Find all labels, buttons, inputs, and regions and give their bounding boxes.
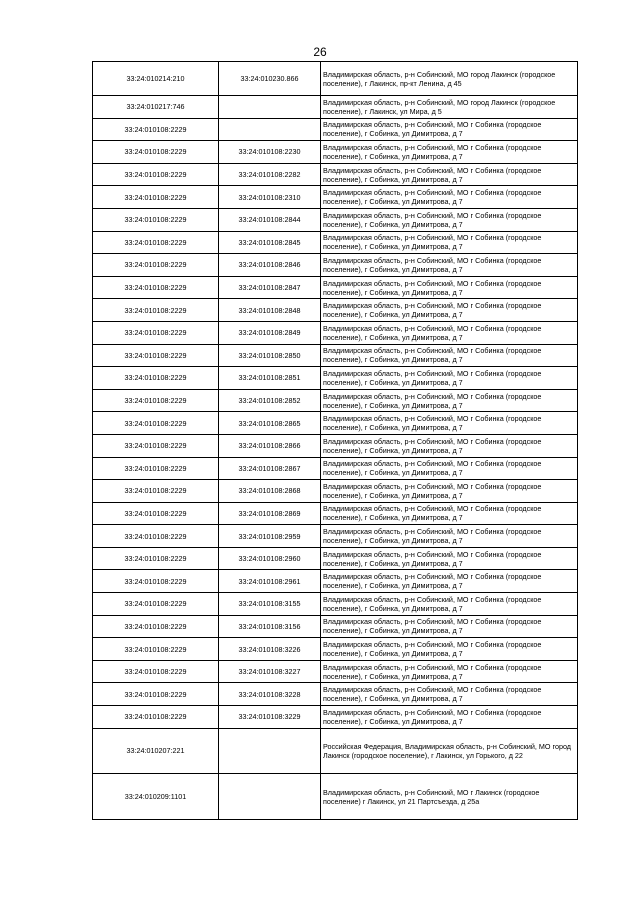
related-number-cell: 33:24:010108:2869 xyxy=(219,502,321,525)
table-row xyxy=(93,434,578,457)
table-row xyxy=(93,163,578,186)
related-number-cell xyxy=(219,118,321,141)
cadastral-number-cell: 33:24:010108:2229 xyxy=(93,480,219,503)
table-row xyxy=(93,299,578,322)
cadastral-number-cell: 33:24:010108:2229 xyxy=(93,276,219,299)
address-cell: Владимирская область, р-н Собинский, МО город Лакинск (городское поселение), г Лакинск, ул Мира, д 5 xyxy=(321,96,578,119)
cadastral-number-cell: 33:24:010108:2229 xyxy=(93,683,219,706)
table-row xyxy=(93,774,578,820)
address-cell: Владимирская область, р-н Собинский, МО г Собинка (городское поселение), г Собинка, ул Димитрова, д 7 xyxy=(321,502,578,525)
address-cell: Российская Федерация, Владимирская область, р-н Собинский, МО город Лакинск (городское поселение), г Лакинск, ул Горького, д 22 xyxy=(321,728,578,774)
related-number-cell: 33:24:010108:2959 xyxy=(219,525,321,548)
address-cell: Владимирская область, р-н Собинский, МО г Собинка (городское поселение), г Собинка, ул Димитрова, д 7 xyxy=(321,457,578,480)
table-row xyxy=(93,208,578,231)
related-number-cell: 33:24:010108:3155 xyxy=(219,593,321,616)
address-cell: Владимирская область, р-н Собинский, МО г Собинка (городское поселение), г Собинка, ул Димитрова, д 7 xyxy=(321,231,578,254)
address-cell: Владимирская область, р-н Собинский, МО г Собинка (городское поселение), г Собинка, ул Димитрова, д 7 xyxy=(321,344,578,367)
table-row xyxy=(93,276,578,299)
related-number-cell: 33:24:010108:2867 xyxy=(219,457,321,480)
address-cell: Владимирская область, р-н Собинский, МО г Собинка (городское поселение), г Собинка, ул Димитрова, д 7 xyxy=(321,593,578,616)
table-row xyxy=(93,593,578,616)
table-row xyxy=(93,570,578,593)
related-number-cell: 33:24:010108:3227 xyxy=(219,660,321,683)
address-cell: Владимирская область, р-н Собинский, МО г Собинка (городское поселение), г Собинка, ул Димитрова, д 7 xyxy=(321,276,578,299)
table-row xyxy=(93,254,578,277)
address-cell: Владимирская область, р-н Собинский, МО г Собинка (городское поселение), г Собинка, ул Димитрова, д 7 xyxy=(321,321,578,344)
table-row xyxy=(93,502,578,525)
cadastral-number-cell: 33:24:010207:221 xyxy=(93,728,219,774)
cadastral-number-cell: 33:24:010108:2229 xyxy=(93,547,219,570)
table-row xyxy=(93,344,578,367)
related-number-cell: 33:24:010108:2230 xyxy=(219,141,321,164)
related-number-cell xyxy=(219,96,321,119)
cadastral-number-cell: 33:24:010108:2229 xyxy=(93,412,219,435)
table-row xyxy=(93,62,578,96)
related-number-cell: 33:24:010108:2282 xyxy=(219,163,321,186)
related-number-cell: 33:24:010108:2866 xyxy=(219,434,321,457)
address-cell: Владимирская область, р-н Собинский, МО г Собинка (городское поселение), г Собинка, ул Димитрова, д 7 xyxy=(321,389,578,412)
cadastral-number-cell: 33:24:010108:2229 xyxy=(93,163,219,186)
related-number-cell: 33:24:010108:2852 xyxy=(219,389,321,412)
related-number-cell: 33:24:010108:2960 xyxy=(219,547,321,570)
table-row xyxy=(93,547,578,570)
cadastral-number-cell: 33:24:010108:2229 xyxy=(93,231,219,254)
address-cell: Владимирская область, р-н Собинский, МО г Собинка (городское поселение), г Собинка, ул Димитрова, д 7 xyxy=(321,683,578,706)
related-number-cell: 33:24:010108:2845 xyxy=(219,231,321,254)
related-number-cell: 33:24:010230.866 xyxy=(219,62,321,96)
address-cell: Владимирская область, р-н Собинский, МО г Собинка (городское поселение), г Собинка, ул Димитрова, д 7 xyxy=(321,434,578,457)
address-cell: Владимирская область, р-н Собинский, МО г Собинка (городское поселение), г Собинка, ул Димитрова, д 7 xyxy=(321,141,578,164)
related-number-cell: 33:24:010108:2850 xyxy=(219,344,321,367)
cadastral-number-cell: 33:24:010108:2229 xyxy=(93,457,219,480)
cadastral-number-cell: 33:24:010108:2229 xyxy=(93,254,219,277)
address-cell: Владимирская область, р-н Собинский, МО г Собинка (городское поселение), г Собинка, ул Димитрова, д 7 xyxy=(321,570,578,593)
related-number-cell: 33:24:010108:2844 xyxy=(219,208,321,231)
cadastral-number-cell: 33:24:010108:2229 xyxy=(93,367,219,390)
cadastral-number-cell: 33:24:010108:2229 xyxy=(93,525,219,548)
cadastral-number-cell: 33:24:010108:2229 xyxy=(93,570,219,593)
table-row xyxy=(93,412,578,435)
address-cell: Владимирская область, р-н Собинский, МО г Собинка (городское поселение), г Собинка, ул Димитрова, д 7 xyxy=(321,660,578,683)
table-row xyxy=(93,638,578,661)
table-row xyxy=(93,525,578,548)
related-number-cell xyxy=(219,774,321,820)
address-cell: Владимирская область, р-н Собинский, МО г Собинка (городское поселение), г Собинка, ул Димитрова, д 7 xyxy=(321,186,578,209)
table-row xyxy=(93,367,578,390)
table-body xyxy=(93,62,578,820)
related-number-cell: 33:24:010108:2961 xyxy=(219,570,321,593)
related-number-cell xyxy=(219,728,321,774)
related-number-cell: 33:24:010108:2846 xyxy=(219,254,321,277)
address-cell: Владимирская область, р-н Собинский, МО г Собинка (городское поселение), г Собинка, ул Димитрова, д 7 xyxy=(321,638,578,661)
related-number-cell: 33:24:010108:2848 xyxy=(219,299,321,322)
address-cell: Владимирская область, р-н Собинский, МО г Собинка (городское поселение), г Собинка, ул Димитрова, д 7 xyxy=(321,412,578,435)
table-row xyxy=(93,96,578,119)
cadastral-number-cell: 33:24:010108:2229 xyxy=(93,593,219,616)
table-row xyxy=(93,186,578,209)
address-cell: Владимирская область, р-н Собинский, МО г Собинка (городское поселение), г Собинка, ул Димитрова, д 7 xyxy=(321,615,578,638)
related-number-cell: 33:24:010108:3226 xyxy=(219,638,321,661)
related-number-cell: 33:24:010108:3228 xyxy=(219,683,321,706)
table-row xyxy=(93,660,578,683)
cadastral-number-cell: 33:24:010108:2229 xyxy=(93,344,219,367)
address-cell: Владимирская область, р-н Собинский, МО г Собинка (городское поселение), г Собинка, ул Димитрова, д 7 xyxy=(321,480,578,503)
table-row xyxy=(93,615,578,638)
address-cell: Владимирская область, р-н Собинский, МО город Лакинск (городское поселение), г Лакинск, пр-кт Ленина, д 45 xyxy=(321,62,578,96)
cadastral-number-cell: 33:24:010108:2229 xyxy=(93,299,219,322)
cadastral-number-cell: 33:24:010108:2229 xyxy=(93,389,219,412)
cadastral-number-cell: 33:24:010108:2229 xyxy=(93,321,219,344)
related-number-cell: 33:24:010108:3156 xyxy=(219,615,321,638)
related-number-cell: 33:24:010108:3229 xyxy=(219,706,321,729)
address-cell: Владимирская область, р-н Собинский, МО г Собинка (городское поселение), г Собинка, ул Димитрова, д 7 xyxy=(321,525,578,548)
cadastral-table xyxy=(92,61,578,820)
table-row xyxy=(93,683,578,706)
related-number-cell: 33:24:010108:2849 xyxy=(219,321,321,344)
related-number-cell: 33:24:010108:2851 xyxy=(219,367,321,390)
related-number-cell: 33:24:010108:2847 xyxy=(219,276,321,299)
cadastral-number-cell: 33:24:010108:2229 xyxy=(93,638,219,661)
address-cell: Владимирская область, р-н Собинский, МО г Собинка (городское поселение), г Собинка, ул Димитрова, д 7 xyxy=(321,367,578,390)
related-number-cell: 33:24:010108:2310 xyxy=(219,186,321,209)
table-row xyxy=(93,321,578,344)
cadastral-number-cell: 33:24:010108:2229 xyxy=(93,186,219,209)
table-row xyxy=(93,728,578,774)
address-cell: Владимирская область, р-н Собинский, МО г Собинка (городское поселение), г Собинка, ул Димитрова, д 7 xyxy=(321,299,578,322)
address-cell: Владимирская область, р-н Собинский, МО г Собинка (городское поселение), г Собинка, ул Димитрова, д 7 xyxy=(321,118,578,141)
table-row xyxy=(93,457,578,480)
cadastral-number-cell: 33:24:010108:2229 xyxy=(93,660,219,683)
table-row xyxy=(93,231,578,254)
address-cell: Владимирская область, р-н Собинский, МО г Лакинск (городское поселение) г Лакинск, ул 21 Партсъезда, д 25а xyxy=(321,774,578,820)
address-cell: Владимирская область, р-н Собинский, МО г Собинка (городское поселение), г Собинка, ул Димитрова, д 7 xyxy=(321,706,578,729)
related-number-cell: 33:24:010108:2868 xyxy=(219,480,321,503)
table-row xyxy=(93,118,578,141)
cadastral-number-cell: 33:24:010108:2229 xyxy=(93,706,219,729)
cadastral-number-cell: 33:24:010108:2229 xyxy=(93,502,219,525)
cadastral-number-cell: 33:24:010214:210 xyxy=(93,62,219,96)
related-number-cell: 33:24:010108:2865 xyxy=(219,412,321,435)
page-number: 26 xyxy=(313,45,327,59)
cadastral-number-cell: 33:24:010108:2229 xyxy=(93,434,219,457)
cadastral-number-cell: 33:24:010217:746 xyxy=(93,96,219,119)
cadastral-number-cell: 33:24:010108:2229 xyxy=(93,118,219,141)
cadastral-number-cell: 33:24:010209:1101 xyxy=(93,774,219,820)
address-cell: Владимирская область, р-н Собинский, МО г Собинка (городское поселение), г Собинка, ул Димитрова, д 7 xyxy=(321,254,578,277)
table-row xyxy=(93,141,578,164)
table-row xyxy=(93,480,578,503)
table-row xyxy=(93,389,578,412)
table-row xyxy=(93,706,578,729)
address-cell: Владимирская область, р-н Собинский, МО г Собинка (городское поселение), г Собинка, ул Димитрова, д 7 xyxy=(321,547,578,570)
address-cell: Владимирская область, р-н Собинский, МО г Собинка (городское поселение), г Собинка, ул Димитрова, д 7 xyxy=(321,163,578,186)
address-cell: Владимирская область, р-н Собинский, МО г Собинка (городское поселение), г Собинка, ул Димитрова, д 7 xyxy=(321,208,578,231)
cadastral-number-cell: 33:24:010108:2229 xyxy=(93,615,219,638)
cadastral-number-cell: 33:24:010108:2229 xyxy=(93,208,219,231)
cadastral-number-cell: 33:24:010108:2229 xyxy=(93,141,219,164)
